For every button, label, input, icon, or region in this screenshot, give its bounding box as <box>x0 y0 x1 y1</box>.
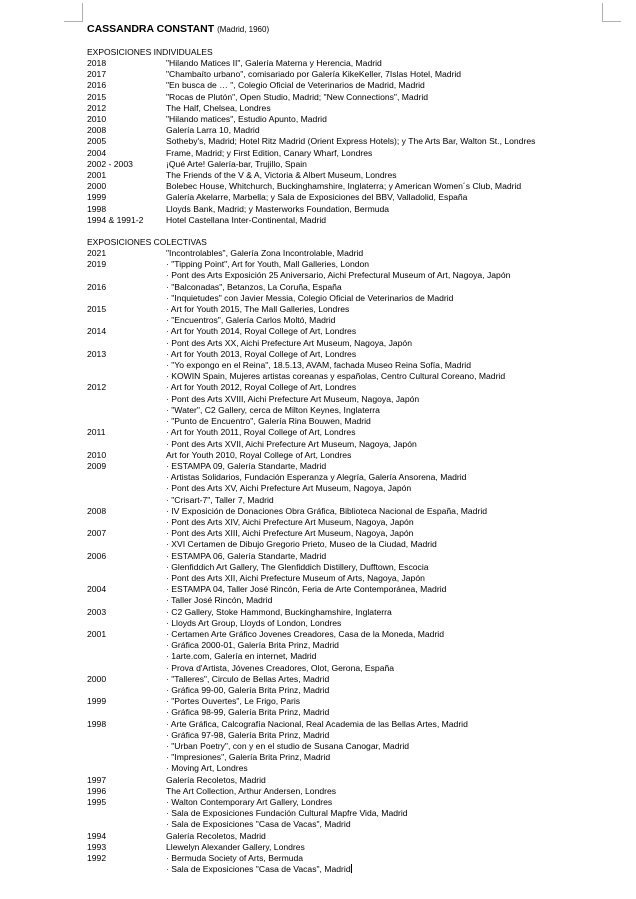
exhibition-description: · KOWIN Spain, Mujeres artistas coreanas y españolas, Centro Cultural Coreano, Madrid <box>166 371 506 382</box>
exhibition-description: · Sala de Exposiciones Fundación Cultural Mapfre Vida, Madrid <box>166 808 408 819</box>
exhibition-row <box>87 58 607 69</box>
exhibition-row <box>87 192 607 203</box>
exhibition-description: · Pont des Arts XII, Aichi Prefecture Museum of Arts, Nagoya, Japón <box>166 572 425 583</box>
exhibition-description: · Pont des Arts XIII, Aichi Prefecture Art Museum, Nagoya, Japón <box>166 528 414 539</box>
exhibition-year <box>87 495 166 506</box>
exhibition-year <box>87 752 166 763</box>
exhibition-description: "Hilando matices", Estudio Apunto, Madrid <box>166 114 327 125</box>
exhibition-year <box>87 405 166 416</box>
exhibition-description: · "Encuentros", Galería Carlos Moltó, Madrid <box>166 315 336 326</box>
exhibition-row <box>87 461 607 472</box>
exhibition-description: Hotel Castellana Inter-Continental, Madrid <box>166 214 327 225</box>
exhibition-year <box>87 416 166 427</box>
exhibition-year <box>87 293 166 304</box>
exhibition-row <box>87 663 607 674</box>
exhibition-row <box>87 69 607 80</box>
exhibition-year: 2010 <box>87 449 107 460</box>
exhibition-row <box>87 114 607 125</box>
exhibition-description: Galería Recoletos, Madrid <box>166 830 266 841</box>
exhibition-description: · Art for Youth 2012, Royal College of Art, Londres <box>166 382 357 393</box>
exhibition-year: 2008 <box>87 125 107 136</box>
exhibition-description: Bolebec House, Whitchurch, Buckinghamshire, Inglaterra; y American Women´s Club, Madrid <box>166 181 522 192</box>
exhibition-description: Sotheby's, Madrid; Hotel Ritz Madrid (Orient Express Hotels); y The Arts Bar, Walton St., Londres <box>166 136 536 147</box>
exhibition-description: · Pont des Arts XV, Aichi Prefecture Art Museum, Nagoya, Japón <box>166 483 412 494</box>
exhibition-year <box>87 741 166 752</box>
exhibition-year: 2004 <box>87 147 107 158</box>
exhibition-row <box>87 607 607 618</box>
exhibition-row <box>87 775 607 786</box>
exhibition-description: "Incontrolables", Galería Zona Incontrolable, Madrid <box>166 248 364 259</box>
exhibition-description: · Sala de Exposiciones "Casa de Vacas", Madrid <box>166 864 351 875</box>
exhibition-row <box>87 148 607 159</box>
exhibition-description: · "Inquietudes" con Javier Messia, Colegio Oficial de Veterinarios de Madrid <box>166 292 454 303</box>
exhibition-description: Frame, Madrid; y First Edition, Canary Wharf, Londres <box>166 147 373 158</box>
exhibition-row <box>87 539 607 550</box>
artist-birth-info: (Madrid, 1960) <box>217 25 270 34</box>
exhibition-row <box>87 382 607 393</box>
exhibition-description: · "Water", C2 Gallery, cerca de Milton Keynes, Inglaterra <box>166 404 380 415</box>
exhibition-year <box>87 618 166 629</box>
exhibition-description: · ESTAMPA 04, Taller José Rincón, Feria de Arte Contemporánea, Madrid <box>166 584 447 595</box>
exhibition-row <box>87 797 607 808</box>
exhibition-description: · Sala de Exposiciones "Casa de Vacas", Madrid <box>166 819 351 830</box>
exhibition-year: 2018 <box>87 58 107 68</box>
exhibition-row <box>87 483 607 494</box>
exhibition-row <box>87 304 607 315</box>
section-individual-exhibitions <box>87 47 607 226</box>
exhibition-description: · Arte Gráfica, Calcografía Nacional, Real Academia de las Bellas Artes, Madrid <box>166 718 468 729</box>
exhibition-year: 1993 <box>87 841 107 852</box>
exhibition-description: · IV Exposición de Donaciones Obra Gráfica, Biblioteca Nacional de España, Madrid <box>166 505 488 516</box>
exhibition-description: · Prova d'Artista, Jóvenes Creadores, Olot, Gerona, España <box>166 662 395 673</box>
exhibition-row <box>87 819 607 830</box>
exhibition-year <box>87 640 166 651</box>
exhibition-description: · "Punto de Encuentro", Galería Rina Bouwen, Madrid <box>166 416 371 427</box>
exhibition-year: 2015 <box>87 91 107 102</box>
exhibition-row <box>87 584 607 595</box>
exhibition-year: 2016 <box>87 80 107 91</box>
exhibition-year <box>87 808 166 819</box>
exhibition-year: 1992 <box>87 853 107 864</box>
exhibition-row <box>87 360 607 371</box>
exhibition-row <box>87 506 607 517</box>
exhibition-year <box>87 360 166 371</box>
exhibition-row <box>87 752 607 763</box>
exhibition-row <box>87 204 607 215</box>
exhibition-description: · ESTAMPA 09, Galería Standarte, Madrid <box>166 460 327 471</box>
exhibition-row <box>87 831 607 842</box>
exhibition-description: · "Portes Ouvertes", Le Frigo, Paris <box>166 696 301 707</box>
exhibition-year <box>87 595 166 606</box>
exhibition-row <box>87 651 607 662</box>
section-heading: EXPOSICIONES INDIVIDUALES <box>87 47 213 57</box>
exhibition-row <box>87 618 607 629</box>
exhibition-row <box>87 551 607 562</box>
exhibition-row <box>87 842 607 853</box>
exhibition-year: 2012 <box>87 382 107 393</box>
exhibition-description: · Moving Art, Londres <box>166 763 248 774</box>
exhibition-year: 1998 <box>87 203 107 214</box>
exhibition-description: · "Balconadas", Betanzos, La Coruña, España <box>166 281 342 292</box>
exhibition-year <box>87 394 166 405</box>
exhibition-row <box>87 640 607 651</box>
exhibition-year <box>87 730 166 741</box>
exhibition-year <box>87 651 166 662</box>
exhibition-year <box>87 472 166 483</box>
exhibition-year: 1997 <box>87 774 107 785</box>
exhibition-row <box>87 573 607 584</box>
exhibition-row <box>87 528 607 539</box>
exhibition-row <box>87 562 607 573</box>
exhibition-row <box>87 864 607 875</box>
exhibition-row <box>87 349 607 360</box>
exhibition-description: · "Talleres", Circulo de Bellas Artes, Madrid <box>166 673 330 684</box>
exhibition-row <box>87 326 607 337</box>
exhibition-description: · Art for Youth 2015, The Mall Galleries, Londres <box>166 304 350 315</box>
exhibition-year <box>87 439 166 450</box>
exhibition-description: ¡Qué Arte! Galería-bar, Trujillo, Spain <box>166 158 307 169</box>
exhibition-year: 2007 <box>87 528 107 539</box>
exhibition-year: 2009 <box>87 460 107 471</box>
exhibition-description: Galería Larra 10, Madrid <box>166 125 260 136</box>
exhibition-row <box>87 741 607 752</box>
exhibition-row <box>87 405 607 416</box>
exhibition-year: 2005 <box>87 136 107 147</box>
exhibition-year <box>87 864 166 875</box>
exhibition-row <box>87 159 607 170</box>
exhibition-year: 1994 & 1991-2 <box>87 214 144 225</box>
exhibition-year <box>87 763 166 774</box>
exhibition-description: · XVI Certamen de Dibujo Gregorio Prieto, Museo de la Ciudad, Madrid <box>166 539 437 550</box>
exhibition-year: 2000 <box>87 181 107 192</box>
exhibition-row <box>87 853 607 864</box>
exhibition-year: 2017 <box>87 69 107 80</box>
exhibition-description: · 1arte.com, Galería en internet, Madrid <box>166 651 317 662</box>
exhibition-description: · Pont des Arts XX, Aichi Prefecture Art Museum, Nagoya, Japón <box>166 337 412 348</box>
exhibition-description: "Rocas de Plutón", Open Studio, Madrid; "New Connections", Madrid <box>166 91 429 102</box>
exhibition-year <box>87 315 166 326</box>
exhibition-row <box>87 595 607 606</box>
exhibition-row <box>87 136 607 147</box>
exhibition-row <box>87 707 607 718</box>
exhibition-row <box>87 696 607 707</box>
exhibition-year: 2001 <box>87 170 107 181</box>
artist-name: CASSANDRA CONSTANT <box>87 23 215 35</box>
exhibition-year <box>87 663 166 674</box>
exhibition-description: Lloyds Bank, Madrid; y Masterworks Foundation, Bermuda <box>166 203 390 214</box>
text-cursor <box>351 864 352 873</box>
exhibition-row <box>87 427 607 438</box>
exhibition-description: · Art for Youth 2011, Royal College of Art, Londres <box>166 427 356 438</box>
exhibition-description: · ESTAMPA 06, Galería Standarte, Madrid <box>166 550 327 561</box>
section-group-exhibitions <box>87 237 607 875</box>
exhibition-row <box>87 416 607 427</box>
exhibition-description: · Gráfica 99-00, Galería Brita Prinz, Madrid <box>166 684 330 695</box>
exhibition-description: Galería Recoletos, Madrid <box>166 774 266 785</box>
exhibition-row <box>87 786 607 797</box>
exhibition-description: "En busca de … ", Colegio Oficial de Veterinarios de Madrid, Madrid <box>166 80 425 91</box>
exhibition-year: 2004 <box>87 584 107 595</box>
exhibition-row <box>87 450 607 461</box>
exhibition-description: "Hilando Matices II", Galería Materna y Herencia, Madrid <box>166 58 382 68</box>
exhibition-description: · "Yo expongo en el Reina", 18.5.13, AVAM, fachada Museo Reina Sofía, Madrid <box>166 360 472 371</box>
exhibition-row <box>87 685 607 696</box>
exhibition-description: The Friends of the V & A, Victoria & Albert Museum, Londres <box>166 170 397 181</box>
exhibition-year: 2021 <box>87 248 107 259</box>
exhibition-description: · Pont des Arts XVIII, Aichi Prefecture Art Museum, Nagoya, Japón <box>166 393 420 404</box>
page-corner-mark-right <box>602 3 621 22</box>
exhibition-description: · Art for Youth 2013, Royal College of Art, Londres <box>166 348 357 359</box>
exhibition-year: 2016 <box>87 281 107 292</box>
exhibition-year: 2002 - 2003 <box>87 158 133 169</box>
exhibition-description: · "Crisart-7", Taller 7, Madrid <box>166 494 274 505</box>
exhibition-description: · Art for Youth 2014, Royal College of Art, Londres <box>166 326 357 337</box>
exhibition-year: 2010 <box>87 114 107 125</box>
exhibition-description: · Glenfiddich Art Gallery, The Glenfiddich Distillery, Dufftown, Escocia <box>166 561 429 572</box>
exhibition-row <box>87 629 607 640</box>
exhibition-year <box>87 707 166 718</box>
exhibition-year: 2015 <box>87 304 107 315</box>
exhibition-row <box>87 293 607 304</box>
exhibition-row <box>87 259 607 270</box>
exhibition-year <box>87 371 166 382</box>
exhibition-row <box>87 439 607 450</box>
exhibition-year <box>87 562 166 573</box>
exhibition-row <box>87 92 607 103</box>
exhibition-description: · Bermuda Society of Arts, Bermuda <box>166 853 304 864</box>
exhibition-year <box>87 573 166 584</box>
exhibition-description: · Taller José Rincón, Madrid <box>166 595 273 606</box>
exhibition-row <box>87 719 607 730</box>
exhibition-row <box>87 80 607 91</box>
exhibition-description: · Gráfica 97-98, Galería Brita Prinz, Madrid <box>166 729 330 740</box>
exhibition-row <box>87 338 607 349</box>
exhibition-row <box>87 181 607 192</box>
exhibition-year: 2001 <box>87 628 107 639</box>
exhibition-row <box>87 248 607 259</box>
exhibition-year: 2011 <box>87 427 106 438</box>
exhibition-row <box>87 730 607 741</box>
exhibition-row <box>87 472 607 483</box>
exhibition-year <box>87 517 166 528</box>
exhibition-year: 2008 <box>87 505 107 516</box>
exhibition-description: · Pont des Arts Exposición 25 Aniversario, Aichi Prefectural Museum of Art, Nagoya, Japón <box>166 270 511 281</box>
exhibition-year: 1996 <box>87 785 107 796</box>
exhibition-row <box>87 808 607 819</box>
exhibition-row <box>87 170 607 181</box>
exhibition-description: · C2 Gallery, Stoke Hammond, Buckinghamshire, Inglaterra <box>166 606 392 617</box>
exhibition-row <box>87 282 607 293</box>
document-title <box>87 22 607 37</box>
exhibition-description: · Pont des Arts XIV, Aichi Prefecture Art Museum, Nagoya, Japón <box>166 516 414 527</box>
exhibition-description: · "Urban Poetry", con y en el studio de Susana Canogar, Madrid <box>166 740 410 751</box>
exhibition-description: Galería Akelarre, Marbella; y Sala de Exposiciones del BBV, Valladolid, España <box>166 192 468 203</box>
exhibition-year <box>87 338 166 349</box>
document-page[interactable] <box>87 22 607 875</box>
exhibition-year: 2014 <box>87 326 107 337</box>
page-corner-mark-left <box>64 3 83 22</box>
exhibition-description: · Artistas Solidarios, Fundación Esperanza y Alegría, Galería Ansorena, Madrid <box>166 472 467 483</box>
exhibition-row <box>87 371 607 382</box>
exhibition-description: · Walton Contemporary Art Gallery, Londres <box>166 797 333 807</box>
exhibition-year <box>87 539 166 550</box>
exhibition-year: 2019 <box>87 259 107 270</box>
exhibition-row <box>87 674 607 685</box>
exhibition-year <box>87 270 166 281</box>
exhibition-description: Art for Youth 2010, Royal College of Art, Londres <box>166 449 352 460</box>
exhibition-row <box>87 125 607 136</box>
exhibition-row <box>87 495 607 506</box>
exhibition-row <box>87 270 607 281</box>
exhibition-list <box>87 58 607 226</box>
exhibition-description: · "Tipping Point", Art for Youth, Mall Galleries, London <box>166 259 370 270</box>
exhibition-row <box>87 763 607 774</box>
exhibition-year <box>87 483 166 494</box>
exhibition-row <box>87 103 607 114</box>
exhibition-description: · Gráfica 98-99, Galería Brita Prinz, Madrid <box>166 707 330 718</box>
exhibition-year: 1995 <box>87 797 107 807</box>
exhibition-description: · Pont des Arts XVII, Aichi Prefecture Art Museum, Nagoya, Japón <box>166 438 417 449</box>
exhibition-row <box>87 394 607 405</box>
exhibition-year: 1998 <box>87 718 107 729</box>
exhibition-description: · Lloyds Art Group, Lloyds of London, Londres <box>166 617 342 628</box>
exhibition-description: · "Impresiones", Galería Brita Prinz, Madrid <box>166 752 331 763</box>
exhibition-year <box>87 819 166 830</box>
exhibition-row <box>87 517 607 528</box>
exhibition-description: Llewelyn Alexander Gallery, Londres <box>166 841 305 852</box>
exhibition-description: · Gráfica 2000-01, Galería Brita Prinz, Madrid <box>166 640 339 651</box>
exhibition-row <box>87 315 607 326</box>
exhibition-list <box>87 248 607 875</box>
exhibition-year: 1999 <box>87 192 107 203</box>
exhibition-year: 1999 <box>87 696 107 707</box>
section-heading: EXPOSICIONES COLECTIVAS <box>87 237 207 248</box>
exhibition-year: 2013 <box>87 348 107 359</box>
exhibition-description: · Certamen Arte Gráfico Jovenes Creadores, Casa de la Moneda, Madrid <box>166 628 444 639</box>
exhibition-year <box>87 685 166 696</box>
exhibition-year: 2000 <box>87 673 107 684</box>
exhibition-description: The Art Collection, Arthur Andersen, Londres <box>166 785 337 796</box>
exhibition-year: 2003 <box>87 606 107 617</box>
exhibition-year: 1994 <box>87 830 107 841</box>
exhibition-description: The Half, Chelsea, Londres <box>166 102 271 113</box>
exhibition-year: 2012 <box>87 102 107 113</box>
exhibition-year: 2006 <box>87 550 107 561</box>
exhibition-row <box>87 215 607 226</box>
exhibition-description: "Chambaíto urbano", comisariado por Galería KikeKeller, 7Islas Hotel, Madrid <box>166 69 462 80</box>
